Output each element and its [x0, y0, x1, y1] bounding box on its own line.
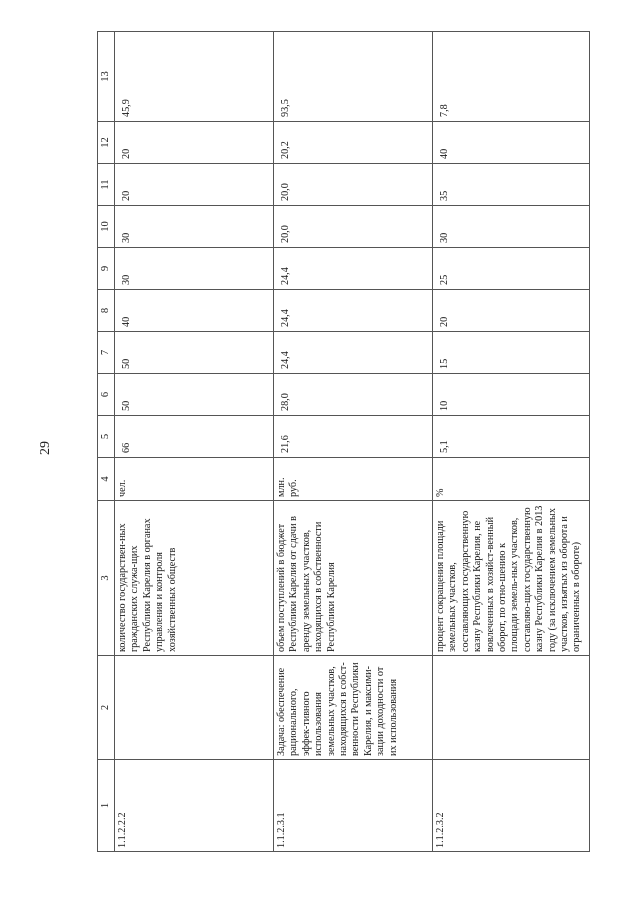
column-header: 4 [98, 458, 115, 501]
row-value: 93,5 [274, 32, 433, 122]
row-value: 20 [433, 290, 590, 332]
row-value: 30 [433, 206, 590, 248]
column-header: 2 [98, 656, 115, 760]
row-value: 7,8 [433, 32, 590, 122]
row-value: 24,4 [274, 290, 433, 332]
column-header: 6 [98, 374, 115, 416]
row-indicator: процент сокращения площади земельных участков, составляющих государственную казну Республики Карелия, не вовлеченных в хозяйст-венный оборот, по отно-шению к площади земель-ных участков, составляю-щих государственную казну Республики Карелия в 2013 году (за исключением земельных участков, изъятых из оборота и ограниченных в обороте) [433, 501, 590, 656]
column-header: 8 [98, 290, 115, 332]
table-row [274, 32, 433, 852]
row-value: 20 [115, 122, 274, 164]
row-value: 24,4 [274, 248, 433, 290]
column-header: 5 [98, 416, 115, 458]
row-value: 35 [433, 164, 590, 206]
column-header: 7 [98, 332, 115, 374]
row-value: 20 [115, 164, 274, 206]
row-value: 45,9 [115, 32, 274, 122]
row-code: 1.1.2.3.2 [433, 760, 590, 852]
row-unit: чел. [115, 458, 274, 501]
column-header: 12 [98, 122, 115, 164]
row-task [115, 656, 274, 760]
column-header: 11 [98, 164, 115, 206]
row-value: 50 [115, 332, 274, 374]
row-value: 20,0 [274, 164, 433, 206]
column-header: 10 [98, 206, 115, 248]
row-value: 21,6 [274, 416, 433, 458]
row-code: 1.1.2.2.2 [115, 760, 274, 852]
row-value: 20,0 [274, 206, 433, 248]
header-row [98, 32, 115, 852]
row-value: 66 [115, 416, 274, 458]
row-value: 5,1 [433, 416, 590, 458]
row-value: 30 [115, 206, 274, 248]
row-value: 20,2 [274, 122, 433, 164]
row-task: Задача: обеспечение рационального, эффек-тивного использования земельных участков, находящихся в собст-венности Республики Карелия, и максими-зации доходности от их использования [274, 656, 433, 760]
row-indicator: количество государствен-ных гражданских служа-щих Республики Карелия в органах управления и контроля хозяйственных обществ [115, 501, 274, 656]
table-row [115, 32, 274, 852]
row-unit: млн. руб. [274, 458, 433, 501]
row-value: 50 [115, 374, 274, 416]
row-value: 15 [433, 332, 590, 374]
page-number: 29 [38, 441, 53, 455]
row-value: 40 [433, 122, 590, 164]
row-value: 30 [115, 248, 274, 290]
row-task [433, 656, 590, 760]
indicators-table [97, 31, 590, 852]
column-header: 3 [98, 501, 115, 656]
row-value: 24,4 [274, 332, 433, 374]
row-value: 25 [433, 248, 590, 290]
column-header: 9 [98, 248, 115, 290]
table-row [433, 32, 590, 852]
row-unit: % [433, 458, 590, 501]
row-value: 10 [433, 374, 590, 416]
row-code: 1.1.2.3.1 [274, 760, 433, 852]
column-header: 1 [98, 760, 115, 852]
row-value: 40 [115, 290, 274, 332]
column-header: 13 [98, 32, 115, 122]
row-value: 28,0 [274, 374, 433, 416]
row-indicator: объем поступлений в бюджет Республики Карелия от сдачи в аренду земельных участков, находящихся в собственности Республики Карелия [274, 501, 433, 656]
